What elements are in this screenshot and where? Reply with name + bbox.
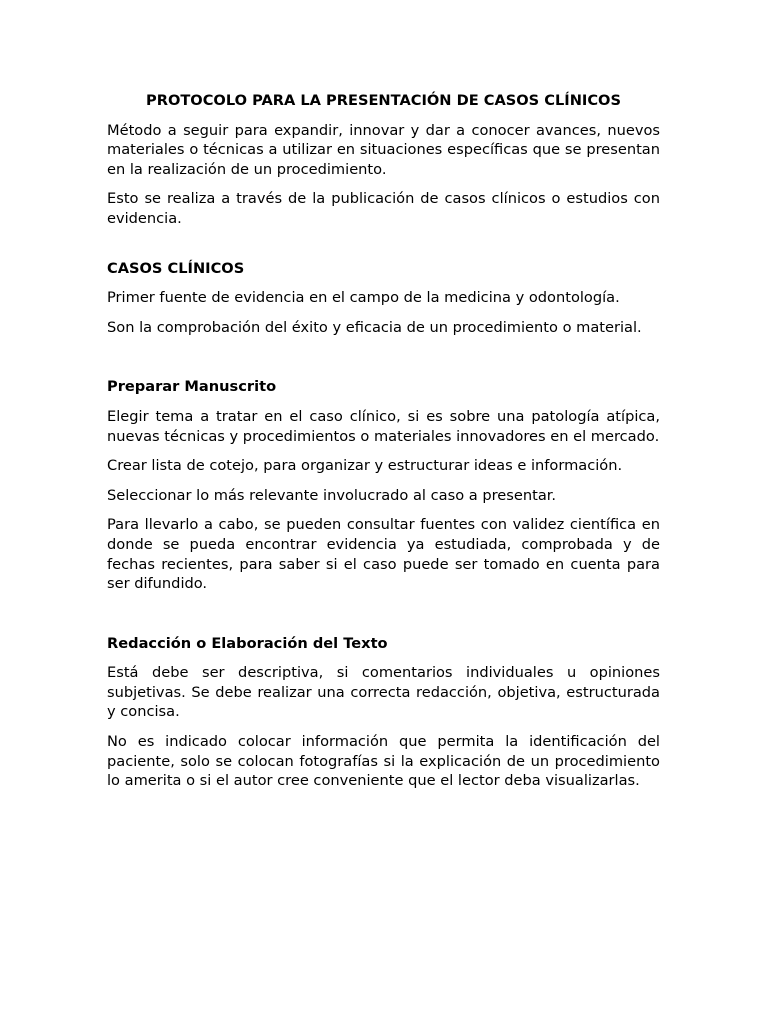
section-heading-preparar-manuscrito: Preparar Manuscrito [107,378,277,396]
section-paragraph: No es indicado colocar información que permita la identificación del paciente, solo se colocan fotografías si la explicación de un procedimiento lo amerita o si el autor cree conveniente que el lector deba visualizarlas. [107,733,660,790]
section-paragraph: Primer fuente de evidencia en el campo de la medicina y odontología. [107,289,620,307]
section-heading-casos-clinicos: CASOS CLÍNICOS [107,259,245,277]
section-heading-redaccion: Redacción o Elaboración del Texto [107,634,388,652]
intro-paragraph-2: Esto se realiza a través de la publicación de casos clínicos o estudios con evidencia. [107,190,660,227]
document-page [107,91,660,801]
section-paragraph: Crear lista de cotejo, para organizar y estructurar ideas e información. [107,457,623,475]
intro-section [107,121,660,229]
section-redaccion [107,634,660,791]
section-paragraph: Son la comprobación del éxito y eficacia de un procedimiento o material. [107,318,642,336]
section-paragraph: Para llevarlo a cabo, se pueden consultar fuentes con validez científica en donde se pueda encontrar evidencia ya estudiada, comprobada y de fechas recientes, para saber si el caso puede ser tomado en cuenta para ser difundido. [107,516,660,593]
section-paragraph: Elegir tema a tratar en el caso clínico, si es sobre una patología atípica, nuevas técnicas y procedimientos o materiales innovadores en el mercado. [107,407,660,445]
section-casos-clinicos [107,259,660,338]
document-title: PROTOCOLO PARA LA PRESENTACIÓN DE CASOS CLÍNICOS [146,92,621,109]
section-paragraph: Está debe ser descriptiva, si comentarios individuales u opiniones subjetivas. Se debe realizar una correcta redacción, objetiva, estructurada y concisa. [107,664,660,721]
section-paragraph: Seleccionar lo más relevante involucrado al caso a presentar. [107,486,557,504]
intro-paragraph-1: Método a seguir para expandir, innovar y dar a conocer avances, nuevos materiales o técnicas a utilizar en situaciones específicas que se presentan en la realización de un procedimiento. [107,121,660,178]
section-preparar-manuscrito [107,377,660,593]
